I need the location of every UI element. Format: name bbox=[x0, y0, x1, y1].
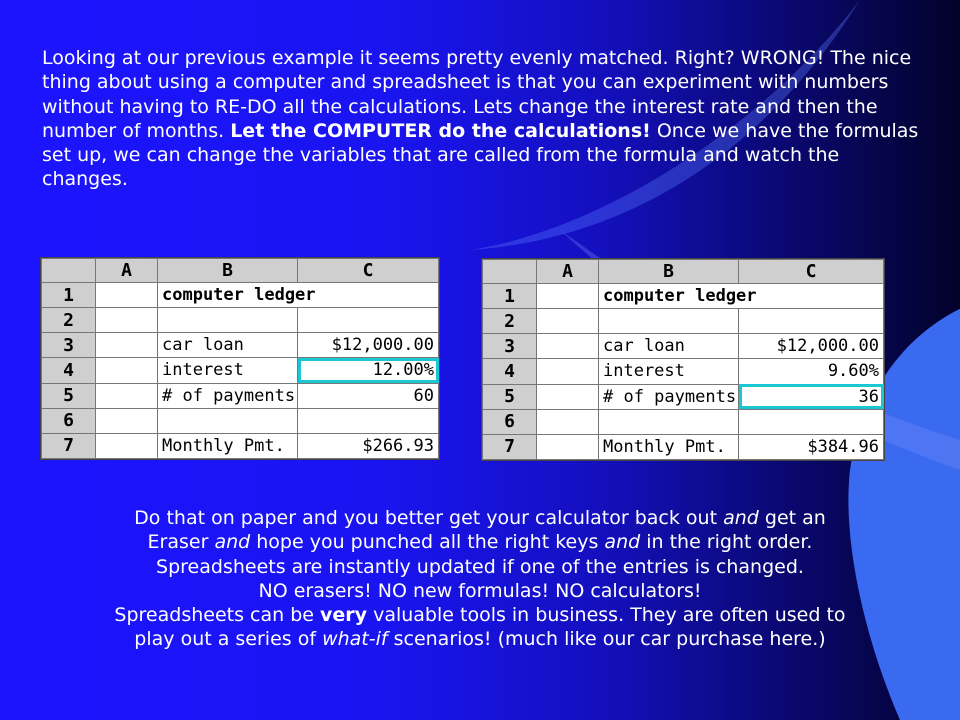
closing-line-5: Spreadsheets can be very valuable tools in business. They are often used to bbox=[114, 604, 846, 627]
row-header: 4 bbox=[42, 358, 96, 383]
cell-b7[interactable]: Monthly Pmt. bbox=[599, 434, 739, 459]
table-row bbox=[42, 358, 439, 383]
cell-b6[interactable] bbox=[599, 409, 739, 434]
cell-c5-selected[interactable]: 36 bbox=[739, 384, 884, 409]
row-header: 5 bbox=[483, 384, 537, 409]
cell-a5[interactable] bbox=[537, 384, 599, 409]
cell-a1[interactable] bbox=[96, 283, 158, 308]
cell-c3[interactable]: $12,000.00 bbox=[739, 334, 884, 359]
cell-b4[interactable]: interest bbox=[599, 359, 739, 384]
spreadsheet-right bbox=[481, 258, 885, 461]
corner-cell bbox=[483, 260, 537, 284]
table-row bbox=[483, 334, 884, 359]
closing-line-4: NO erasers! NO new formulas! NO calculators! bbox=[258, 579, 702, 602]
intro-text-bold: Let the COMPUTER do the calculations! bbox=[230, 119, 651, 142]
cell-b2[interactable] bbox=[599, 309, 739, 334]
cell-a6[interactable] bbox=[96, 408, 158, 433]
col-header-a: A bbox=[537, 260, 599, 284]
table-row bbox=[42, 408, 439, 433]
row-header: 2 bbox=[42, 308, 96, 333]
row-header: 6 bbox=[483, 409, 537, 434]
intro-paragraph bbox=[42, 46, 922, 192]
cell-c6[interactable] bbox=[739, 409, 884, 434]
cell-a2[interactable] bbox=[537, 309, 599, 334]
table-row bbox=[42, 283, 439, 308]
cell-c7[interactable]: $266.93 bbox=[298, 433, 439, 458]
table-row bbox=[42, 433, 439, 458]
table-row bbox=[483, 284, 884, 309]
closing-line-1: Do that on paper and you better get your calculator back out and get an bbox=[134, 507, 826, 529]
row-header: 1 bbox=[483, 284, 537, 309]
cell-a4[interactable] bbox=[537, 359, 599, 384]
cell-b3[interactable]: car loan bbox=[158, 333, 298, 358]
table-row bbox=[483, 409, 884, 434]
intro-text-part2: Once we have the formulas set up, we can change the variables that are called from the formula and watch the changes. bbox=[42, 119, 919, 191]
cell-c4-selected[interactable]: 12.00% bbox=[298, 358, 439, 383]
spreadsheet-left bbox=[40, 257, 440, 460]
row-header: 1 bbox=[42, 283, 96, 308]
cell-a3[interactable] bbox=[537, 334, 599, 359]
cell-a1[interactable] bbox=[537, 284, 599, 309]
row-header: 7 bbox=[42, 433, 96, 458]
row-header: 4 bbox=[483, 359, 537, 384]
col-header-c: C bbox=[739, 260, 884, 284]
cell-c6[interactable] bbox=[298, 408, 439, 433]
cell-a5[interactable] bbox=[96, 383, 158, 408]
cell-c5[interactable]: 60 bbox=[298, 383, 439, 408]
cell-c4[interactable]: 9.60% bbox=[739, 359, 884, 384]
cell-b5[interactable]: # of payments bbox=[158, 383, 298, 408]
row-header: 3 bbox=[42, 333, 96, 358]
table-row bbox=[483, 309, 884, 334]
row-header: 5 bbox=[42, 383, 96, 408]
table-row bbox=[42, 383, 439, 408]
cell-c3[interactable]: $12,000.00 bbox=[298, 333, 439, 358]
cell-c2[interactable] bbox=[739, 309, 884, 334]
col-header-a: A bbox=[96, 259, 158, 283]
table-row bbox=[42, 308, 439, 333]
cell-c7[interactable]: $384.96 bbox=[739, 434, 884, 459]
closing-line-2: Eraser and hope you punched all the right keys and in the right order. bbox=[147, 531, 813, 554]
col-header-b: B bbox=[599, 260, 739, 284]
cell-b6[interactable] bbox=[158, 408, 298, 433]
table-row bbox=[483, 434, 884, 459]
cell-a7[interactable] bbox=[537, 434, 599, 459]
row-header: 3 bbox=[483, 334, 537, 359]
intro-text-part1: Looking at our previous example it seems pretty evenly matched. Right? WRONG! The nice thing about using a computer and spreadsheet is that you can experiment with numbers without having to RE-DO all the calculations. Lets change the interest rate and then the number of months. bbox=[42, 47, 912, 142]
closing-line-6: play out a series of what-if scenarios! (much like our car purchase here.) bbox=[134, 628, 826, 651]
row-header: 2 bbox=[483, 309, 537, 334]
cell-b5[interactable]: # of payments bbox=[599, 384, 739, 409]
row-header: 6 bbox=[42, 408, 96, 433]
cell-b7[interactable]: Monthly Pmt. bbox=[158, 433, 298, 458]
table-row bbox=[42, 333, 439, 358]
cell-a2[interactable] bbox=[96, 308, 158, 333]
cell-b1[interactable]: computer ledger bbox=[158, 283, 439, 308]
corner-cell bbox=[42, 259, 96, 283]
table-row bbox=[483, 384, 884, 409]
cell-b3[interactable]: car loan bbox=[599, 334, 739, 359]
col-header-b: B bbox=[158, 259, 298, 283]
col-header-c: C bbox=[298, 259, 439, 283]
cell-a4[interactable] bbox=[96, 358, 158, 383]
cell-a7[interactable] bbox=[96, 433, 158, 458]
table-row bbox=[483, 359, 884, 384]
cell-b1[interactable]: computer ledger bbox=[599, 284, 884, 309]
closing-paragraph bbox=[40, 506, 920, 652]
closing-line-3: Spreadsheets are instantly updated if one of the entries is changed. bbox=[156, 555, 804, 578]
cell-c2[interactable] bbox=[298, 308, 439, 333]
cell-a6[interactable] bbox=[537, 409, 599, 434]
row-header: 7 bbox=[483, 434, 537, 459]
cell-b2[interactable] bbox=[158, 308, 298, 333]
cell-b4[interactable]: interest bbox=[158, 358, 298, 383]
cell-a3[interactable] bbox=[96, 333, 158, 358]
